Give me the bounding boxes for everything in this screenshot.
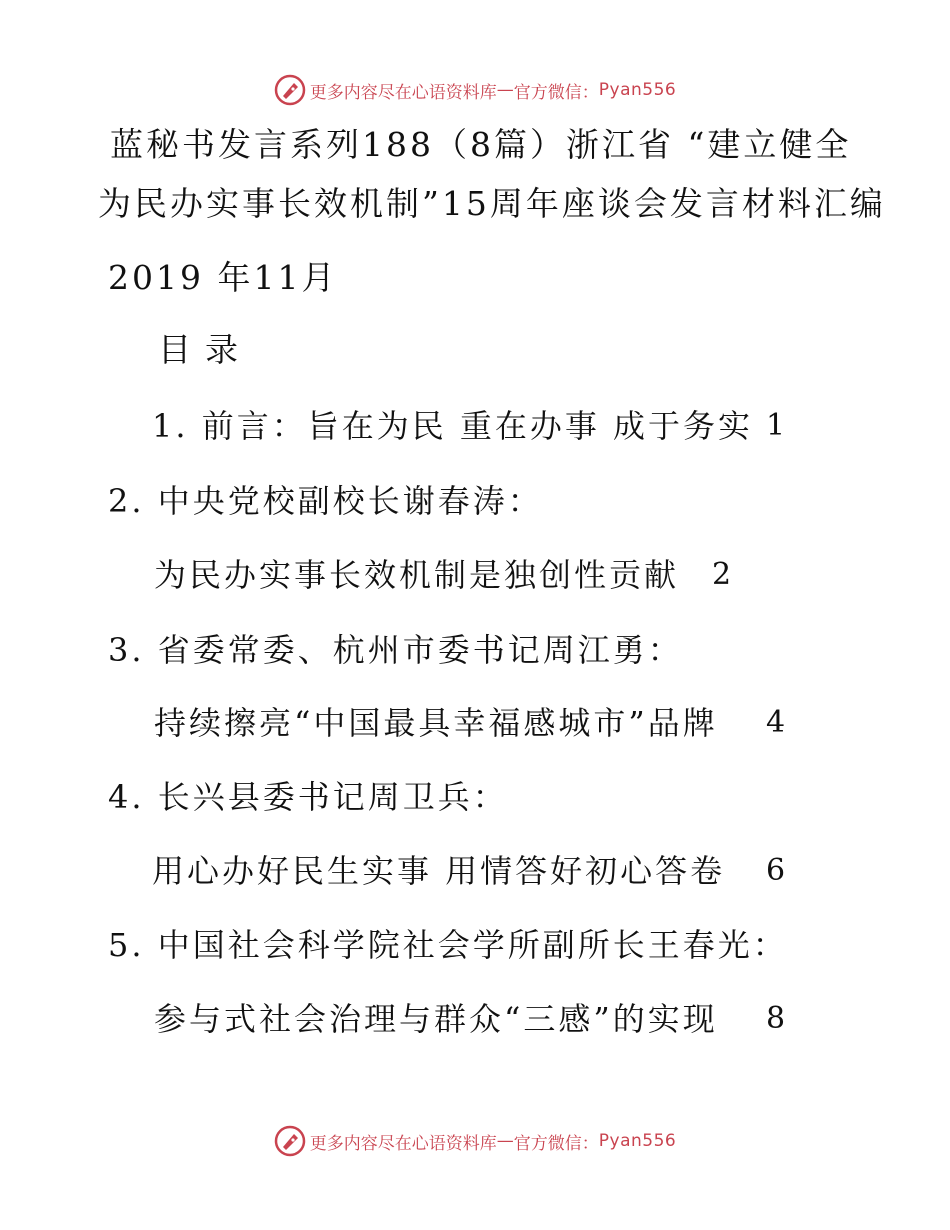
- watermark-text: 更多内容尽在心语资料库: [309, 82, 497, 103]
- toc-entry-1: [152, 406, 753, 446]
- toc-entry-2-speaker: [108, 481, 543, 521]
- watermark-banner-bottom: [0, 1121, 950, 1161]
- watermark-handle: Pyan556: [598, 1131, 677, 1151]
- toc-entry-speaker: 长兴县委书记周卫兵：: [157, 778, 508, 816]
- toc-entry-text: 前言：旨在为民 重在办事 成于务实: [201, 407, 754, 445]
- watermark-text: 更多内容尽在心语资料库: [309, 1133, 497, 1154]
- pen-nib-circle-logo-icon: [274, 74, 306, 106]
- toc-entry-text: 持续擦亮“中国最具幸福感城市”品牌: [154, 704, 718, 742]
- toc-entry-speaker: 中国社会科学院社会学所副所长王春光：: [157, 926, 788, 964]
- toc-heading: 目录: [158, 330, 252, 369]
- toc-entry-page: 6: [766, 853, 786, 888]
- document-date: 2019 年11月: [108, 258, 338, 297]
- watermark-handle: Pyan556: [598, 80, 677, 100]
- toc-entry-number: 3.: [108, 631, 145, 669]
- watermark-official: 官方微信：: [513, 1133, 599, 1154]
- toc-entry-page: 8: [766, 1001, 786, 1036]
- toc-entry-number: 5.: [108, 926, 145, 964]
- toc-entry-4-speaker: [108, 777, 508, 817]
- pen-nib-circle-logo-icon: [274, 1125, 306, 1157]
- watermark-official: 官方微信：: [513, 82, 599, 103]
- toc-entry-text: 为民办实事长效机制是独创性贡献: [154, 556, 680, 594]
- watermark-separator: —: [496, 80, 514, 100]
- toc-entry-page: 2: [712, 557, 732, 592]
- toc-entry-text: 参与式社会治理与群众“三感”的实现: [154, 1000, 718, 1038]
- toc-entry-text: 用心办好民生实事 用情答好初心答卷: [152, 852, 726, 890]
- toc-entry-speaker: 省委常委、杭州市委书记周江勇：: [157, 631, 683, 669]
- toc-entry-page: 4: [766, 705, 786, 740]
- watermark-banner-top: [0, 70, 950, 110]
- toc-entry-number: 4.: [108, 778, 145, 816]
- toc-entry-3-speaker: [108, 630, 683, 670]
- toc-entry-number: 1.: [152, 407, 189, 445]
- document-title-line1: 蓝秘书发言系列188（8篇）浙江省 “建立健全: [110, 125, 852, 164]
- watermark-separator: —: [496, 1131, 514, 1151]
- toc-entry-number: 2.: [108, 482, 145, 520]
- toc-entry-5-speaker: [108, 925, 788, 965]
- toc-entry-speaker: 中央党校副校长谢春涛：: [157, 482, 543, 520]
- toc-entry-page: 1: [766, 408, 786, 443]
- document-title-line2: 为民办实事长效机制”15周年座谈会发言材料汇编: [98, 184, 886, 223]
